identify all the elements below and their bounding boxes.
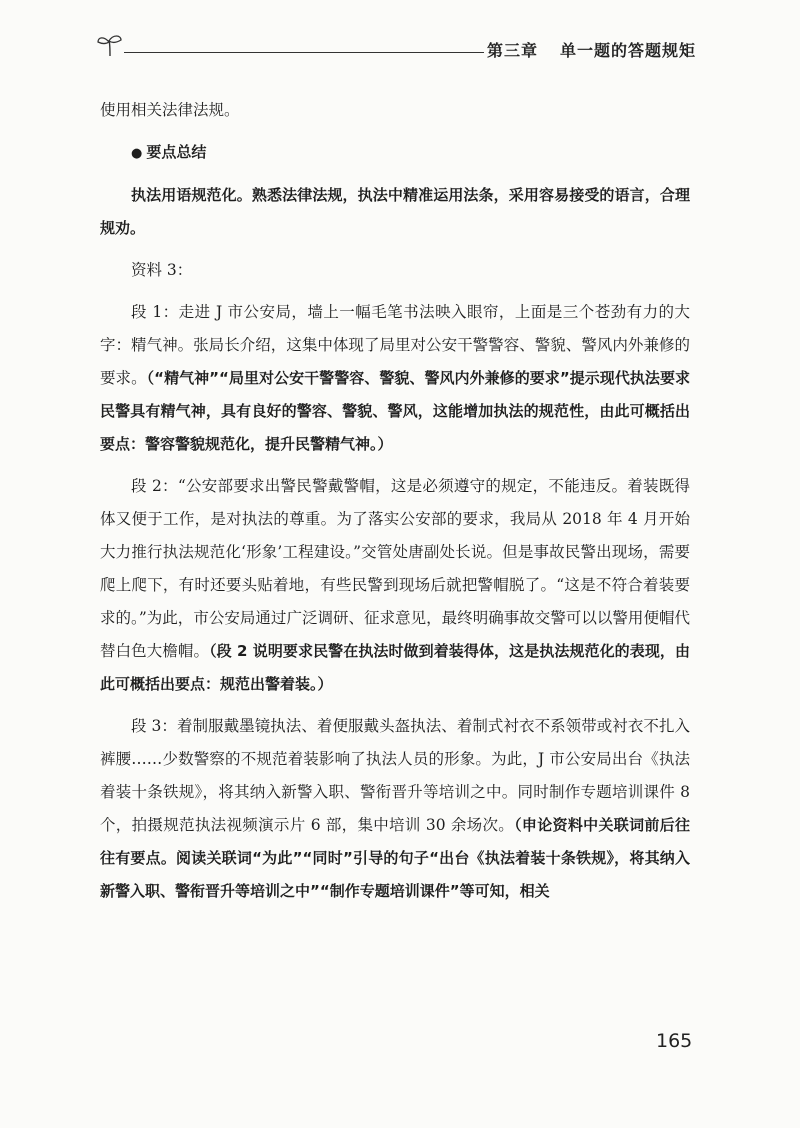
segment-1	[100, 296, 690, 461]
paragraph-continuation: 使用相关法律法规。	[100, 101, 240, 119]
summary-text: 执法用语规范化。熟悉法律法规，执法中精准运用法条，采用容易接受的语言，合理规劝。	[100, 186, 690, 237]
segment-1-text: 段 1：走进 J 市公安局，墙上一幅毛笔书法映入眼帘，上面是三个苍劲有力的大字：精气神。张局长介绍，这集中体现了局里对公安干警警容、警貌、警风内外兼修的要求。	[100, 303, 690, 387]
sprout-icon	[96, 32, 124, 58]
segment-3-text: 段 3：着制服戴墨镜执法、着便服戴头盔执法、着制式衬衣不系领带或衬衣不扎入裤腰……少数警察的不规范着装影响了执法人员的形象。为此，J 市公安局出台《执法着装十条铁规》，将其纳入新警入职、警衔晋升等培训之中。同时制作专题培训课件 8 个，拍摄规范执法视频演示片 6 部，集中培训 30 余场次。	[100, 717, 690, 834]
segment-2-text: 段 2：“公安部要求出警民警戴警帽，这是必须遵守的规定，不能违反。着装既得体又便于工作，是对执法的尊重。为了落实公安部的要求，我局从 2018 年 4 月开始大力推行执法规范化‘形象’工程建设。”交管处唐副处长说。但是事故民警出现场，需要爬上爬下，有时还要头贴着地，有些民警到现场后就把警帽脱了。“这是不符合着装要求的。”为此，市公安局通过广泛调研、征求意见，最终明确事故交警可以以警用便帽代替白色大檐帽。	[100, 477, 690, 660]
page-number: 165	[656, 1030, 693, 1052]
running-header	[96, 30, 696, 64]
bullet-dot-icon: ●	[131, 146, 143, 161]
chapter-number: 第三章	[486, 41, 538, 60]
header-rule	[124, 52, 484, 53]
chapter-heading	[487, 38, 696, 61]
segment-2	[100, 470, 690, 701]
segment-3-note: （申论资料中关联词前后往往有要点。阅读关联词“为此”“同时”引导的句子“出台《执法着装十条铁规》，将其纳入新警入职、警衔晋升等培训之中”“制作专题培训课件”等可知，相关	[100, 816, 690, 900]
summary-heading	[100, 136, 690, 170]
segment-2-note: （段 2 说明要求民警在执法时做到着装得体，这是执法规范化的表现，由此可概括出要点：规范出警着装。）	[100, 642, 690, 693]
chapter-title: 单一题的答题规矩	[559, 41, 696, 60]
segment-3	[100, 710, 690, 908]
material-label: 资料 3：	[131, 261, 193, 279]
page-body	[100, 94, 690, 917]
summary-label: 要点总结	[146, 143, 207, 161]
segment-1-note: （“精气神”“局里对公安干警警容、警貌、警风内外兼修的要求”提示现代执法要求民警具有精气神，具有良好的警容、警貌、警风，这能增加执法的规范性，由此可概括出要点：警容警貌规范化，提升民警精气神。）	[100, 369, 690, 453]
